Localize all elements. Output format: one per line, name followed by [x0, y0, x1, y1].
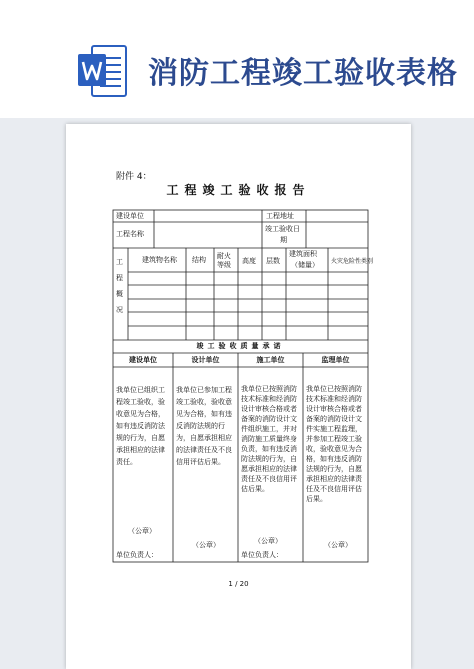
header-building-area: 建筑面积	[289, 250, 317, 258]
col-text-construction: 我单位已组织工程竣工验收，验收意见为合格，如有违反消防法规的行为，自愿承担相应的法律责任。	[116, 386, 165, 466]
header-floors: 层数	[266, 257, 280, 265]
field-project-name: 工程名称	[116, 230, 144, 238]
col-heading-construction-contractor: 施工单位	[256, 356, 285, 364]
document-page	[66, 124, 411, 669]
header-fire-hazard: 火灾危险性类别	[331, 258, 374, 265]
seal-construction: （公章）	[128, 527, 156, 535]
field-acceptance-date: 竣工验收日	[265, 225, 300, 233]
signer-construction-contractor: 单位负责人：	[241, 551, 283, 559]
banner	[0, 0, 474, 118]
field-project-address: 工程地址	[266, 212, 294, 220]
signer-construction: 单位负责人：	[116, 551, 158, 559]
field-construction-unit: 建设单位	[116, 212, 144, 220]
document-title: 工程竣工验收报告	[166, 183, 311, 197]
seal-supervision: （公章）	[324, 541, 352, 549]
header-fire-rating: 耐火等级	[217, 252, 231, 269]
commitment-title: 竣工验收质量承诺	[196, 342, 285, 350]
overview-side-label: 工程概况	[116, 258, 123, 314]
header-height: 高度	[242, 257, 256, 265]
col-text-construction-contractor: 我单位已按照消防技术标准和经消防设计审核合格或者备案的消防设计文件组织施工，并对消防施工质量终身负责，如有违反消防法规的行为，自愿承担相应的法律责任及不良信用评估后果。	[241, 385, 297, 493]
header-volume: （储量）	[291, 261, 319, 269]
header-structure: 结构	[192, 256, 206, 264]
word-document-icon	[78, 44, 128, 98]
seal-construction-contractor: （公章）	[254, 537, 282, 545]
header-building-name: 建筑物名称	[142, 256, 177, 264]
field-acceptance-date-cont: 期	[280, 236, 287, 244]
col-heading-supervision: 监理单位	[321, 356, 350, 364]
col-text-design: 我单位已参加工程竣工验收，验收意见为合格，如有违反消防法规的行为，自愿承担相应的法律责任及不良信用评估后果。	[176, 386, 232, 466]
col-text-supervision: 我单位已按照消防技术标准和经消防设计审核合格或者备案的消防设计文件实施工程监理，并参加工程竣工验收，验收意见为合格，如有违反消防法规的行为，自愿承担相应的法律责任及不良信用评估后果。	[306, 385, 362, 503]
seal-design: （公章）	[192, 541, 220, 549]
page-number: 1 / 20	[228, 580, 249, 588]
col-heading-design: 设计单位	[191, 356, 220, 364]
col-heading-construction: 建设单位	[129, 356, 157, 364]
attachment-label: 附件 4：	[116, 172, 152, 182]
banner-title: 消防工程竣工验收表格	[148, 56, 458, 91]
